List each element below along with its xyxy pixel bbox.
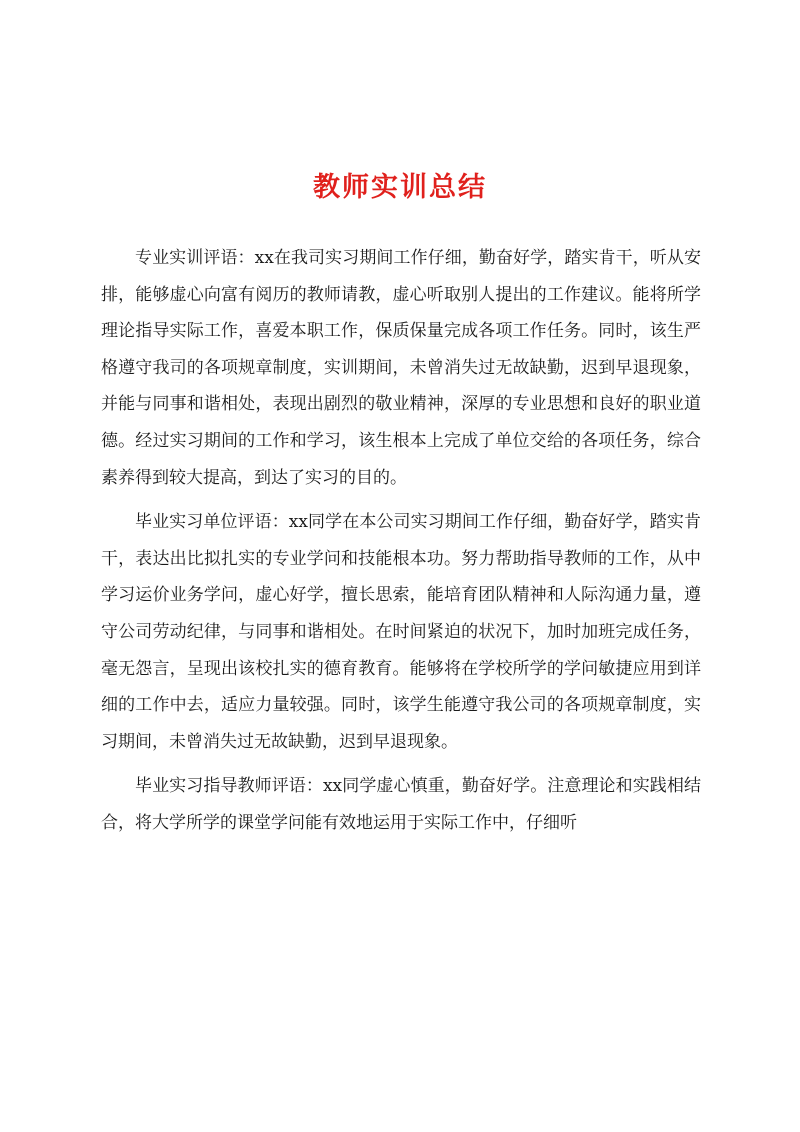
paragraph-internship-unit-review: 毕业实习单位评语：xx同学在本公司实习期间工作仔细，勤奋好学，踏实肯干，表达出比拟扎实的专业学问和技能根本功。努力帮助指导教师的工作，从中学习运价业务学问，虚心好学，擅长思索，能培育团队精神和人际沟通力量，遵守公司劳动纪律，与同事和谐相处。在时间紧迫的状况下，加时加班完成任务，毫无怨言，呈现出该校扎实的德育教育。能够将在学校所学的学问敏捷应用到详细的工作中去，适应力量较强。同时，该学生能遵守我公司的各项规章制度，实习期间，未曾消失过无故缺勤，迟到早退现象。 <box>101 512 701 752</box>
document-title: 教师实训总结 <box>313 172 487 203</box>
paragraph-supervisor-review: 毕业实习指导教师评语：xx同学虚心慎重，勤奋好学。注意理论和实践相结合，将大学所学的课堂学问能有效地运用于实际工作中，仔细听 <box>101 776 701 833</box>
document-body <box>101 240 701 850</box>
paragraph-professional-training-review: 专业实训评语：xx在我司实习期间工作仔细，勤奋好学，踏实肯干，听从安排，能够虚心向富有阅历的教师请教，虚心听取别人提出的工作建议。能将所学理论指导实际工作，喜爱本职工作，保质保量完成各项工作任务。同时，该生严格遵守我司的各项规章制度，实训期间，未曾消失过无故缺勤，迟到早退现象，并能与同事和谐相处，表现出剧烈的敬业精神，深厚的专业思想和良好的职业道德。经过实习期间的工作和学习，该生根本上完成了单位交给的各项任务，综合素养得到较大提高，到达了实习的目的。 <box>101 248 701 488</box>
